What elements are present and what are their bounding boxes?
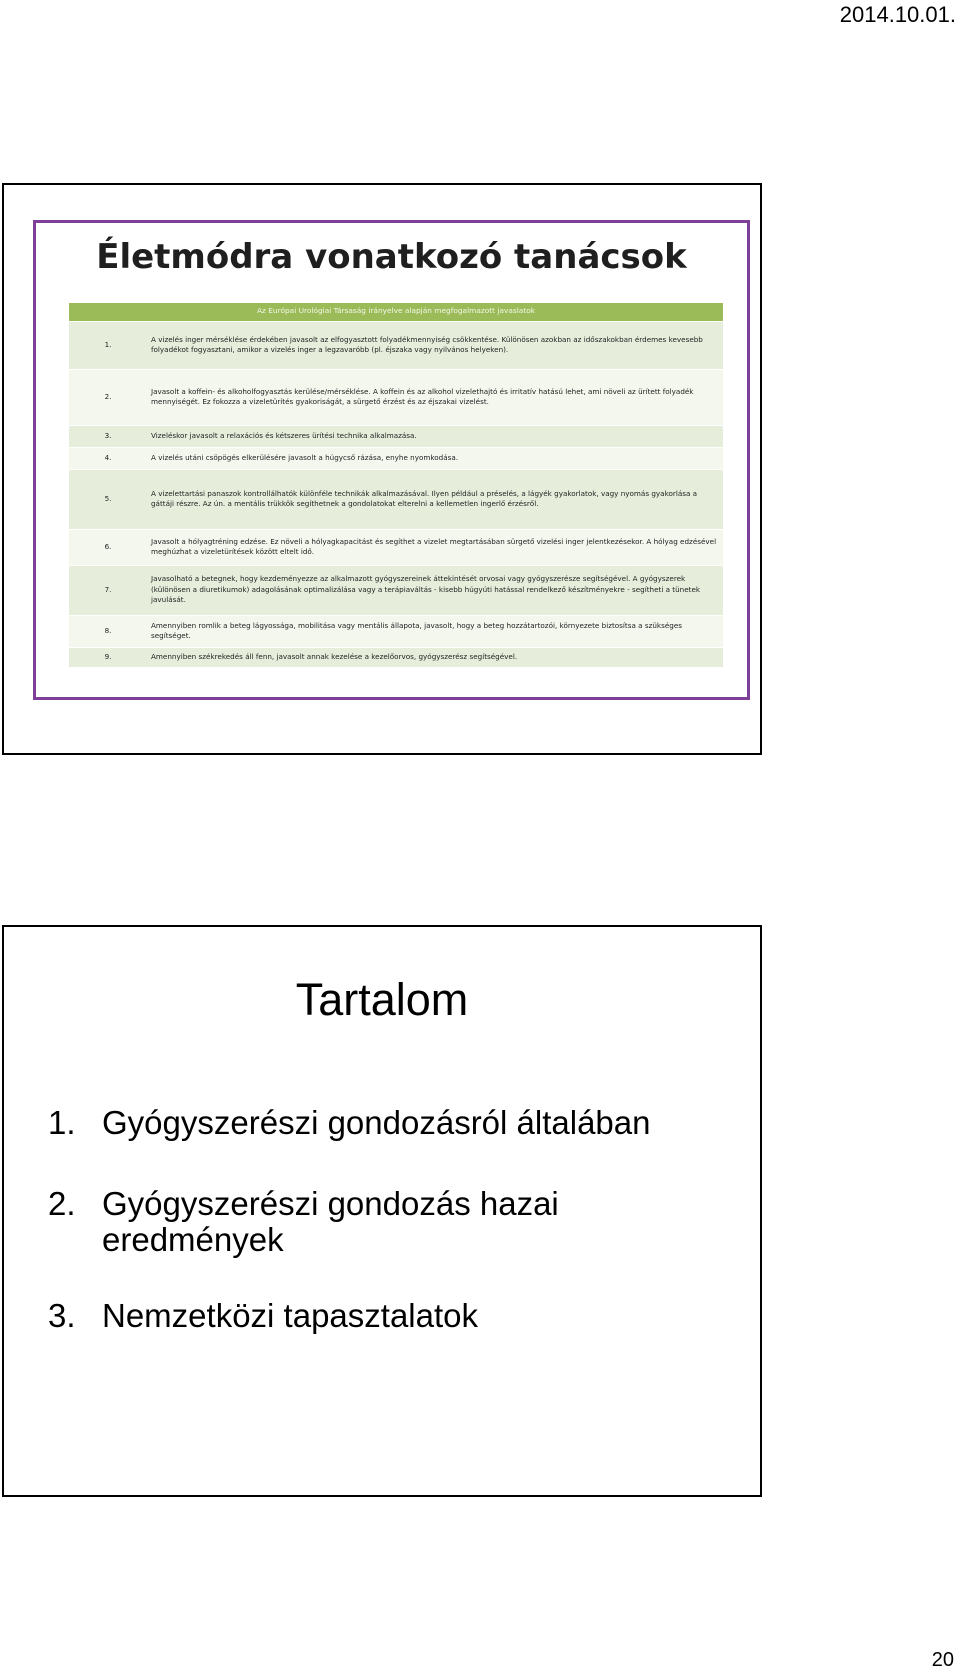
row-text: A vizelettartási panaszok kontrollálhatók különféle technikák alkalmazásával. Ilyen például a préselés, a lágyék gyakorlatok, vagy nyomás gyakorlása a gáttáji részre. Az ún. a mentális trükkök segíthetnek a gondolatokat elterelni a kellemetlen ingerlő érzésről. — [147, 469, 723, 529]
list-item — [48, 1105, 662, 1141]
list-item-number: 1. — [48, 1104, 76, 1141]
list-item-text: Gyógyszerészi gondozásról általában — [102, 1104, 651, 1141]
table-row — [69, 647, 723, 667]
advice-table — [69, 303, 723, 667]
list-item — [48, 1298, 662, 1334]
list-item-text: Gyógyszerészi gondozás hazai eredmények — [102, 1185, 559, 1258]
table-row — [69, 615, 723, 647]
table-row — [69, 529, 723, 565]
row-text: Amennyiben romlik a beteg lágyossága, mobilitása vagy mentális állapota, javasolt, hogy a beteg hozzátartozói, környezete biztosítsa a szükséges segítséget. — [147, 615, 723, 647]
embedded-slide-title: Életmódra vonatkozó tanácsok — [96, 237, 687, 277]
list-item-number: 2. — [48, 1185, 76, 1222]
contents-list — [48, 1105, 662, 1334]
print-date: 2014.10.01. — [839, 2, 956, 27]
row-text: A vizelés utáni csöpögés elkerülésére javasolt a húgycső rázása, enyhe nyomkodása. — [147, 447, 723, 469]
row-number: 9. — [69, 647, 147, 667]
table-row — [69, 447, 723, 469]
page-number: 20 — [931, 1649, 954, 1671]
row-text: Javasolt a hólyagtréning edzése. Ez növeli a hólyagkapacitást és segíthet a vizelet megtartásában sürgető vizelési inger jelentkezésekor. A hólyag edzésével meghúzhat a vizeletürítések között eltelt idő. — [147, 529, 723, 565]
row-text: Amennyiben székrekedés áll fenn, javasolt annak kezelése a kezelőorvos, gyógyszerész segítségével. — [147, 647, 723, 667]
list-item-number: 3. — [48, 1297, 76, 1334]
table-row — [69, 469, 723, 529]
row-number: 5. — [69, 469, 147, 529]
row-number: 2. — [69, 369, 147, 425]
list-item — [48, 1186, 662, 1258]
row-number: 6. — [69, 529, 147, 565]
row-number: 3. — [69, 425, 147, 447]
row-number: 4. — [69, 447, 147, 469]
embedded-slide-image — [33, 220, 750, 700]
row-number: 1. — [69, 321, 147, 369]
list-item-text: Nemzetközi tapasztalatok — [102, 1297, 479, 1334]
advice-table-header: Az Európai Urológiai Társaság irányelve alapján megfogalmazott javaslatok — [69, 303, 723, 321]
row-text: Javasolható a betegnek, hogy kezdeményezze az alkalmazott gyógyszereinek áttekintését orvosai vagy gyógyszerésze segítségével. A gyógyszerek (különösen a diuretikumok) adagolásának optimalizálása vagy a terápiaváltás - kisebb húgyúti hatással rendelkező készítményekre - segítheti a tünetek javulását. — [147, 565, 723, 615]
table-row — [69, 565, 723, 615]
slide-frame-life-advice — [2, 183, 762, 755]
row-text: A vizelés inger mérséklése érdekében javasolt az elfogyasztott folyadékmennyiség csökkentése. Különösen azokban az időszakokban érdemes kevesebb folyadékot fogyasztani, amikor a vizelés inger a legzavaróbb (pl. éjszaka vagy nyilvános helyeken). — [147, 321, 723, 369]
table-row — [69, 369, 723, 425]
table-row — [69, 425, 723, 447]
advice-table-header-row — [69, 303, 723, 321]
row-number: 7. — [69, 565, 147, 615]
table-row — [69, 321, 723, 369]
slide-heading: Tartalom — [295, 974, 469, 1025]
slide-frame-contents — [2, 925, 762, 1497]
row-number: 8. — [69, 615, 147, 647]
row-text: Vizeléskor javasolt a relaxációs és kétszeres ürítési technika alkalmazása. — [147, 425, 723, 447]
row-text: Javasolt a koffein- és alkoholfogyasztás kerülése/mérséklése. A koffein és az alkohol vizelethajtó és irritatív hatású lehet, ami növeli az ürített folyadék mennyiségét. Ez fokozza a vizeletürítés gyakoriságát, a sürgető érzést és az éjszakai vizelést. — [147, 369, 723, 425]
